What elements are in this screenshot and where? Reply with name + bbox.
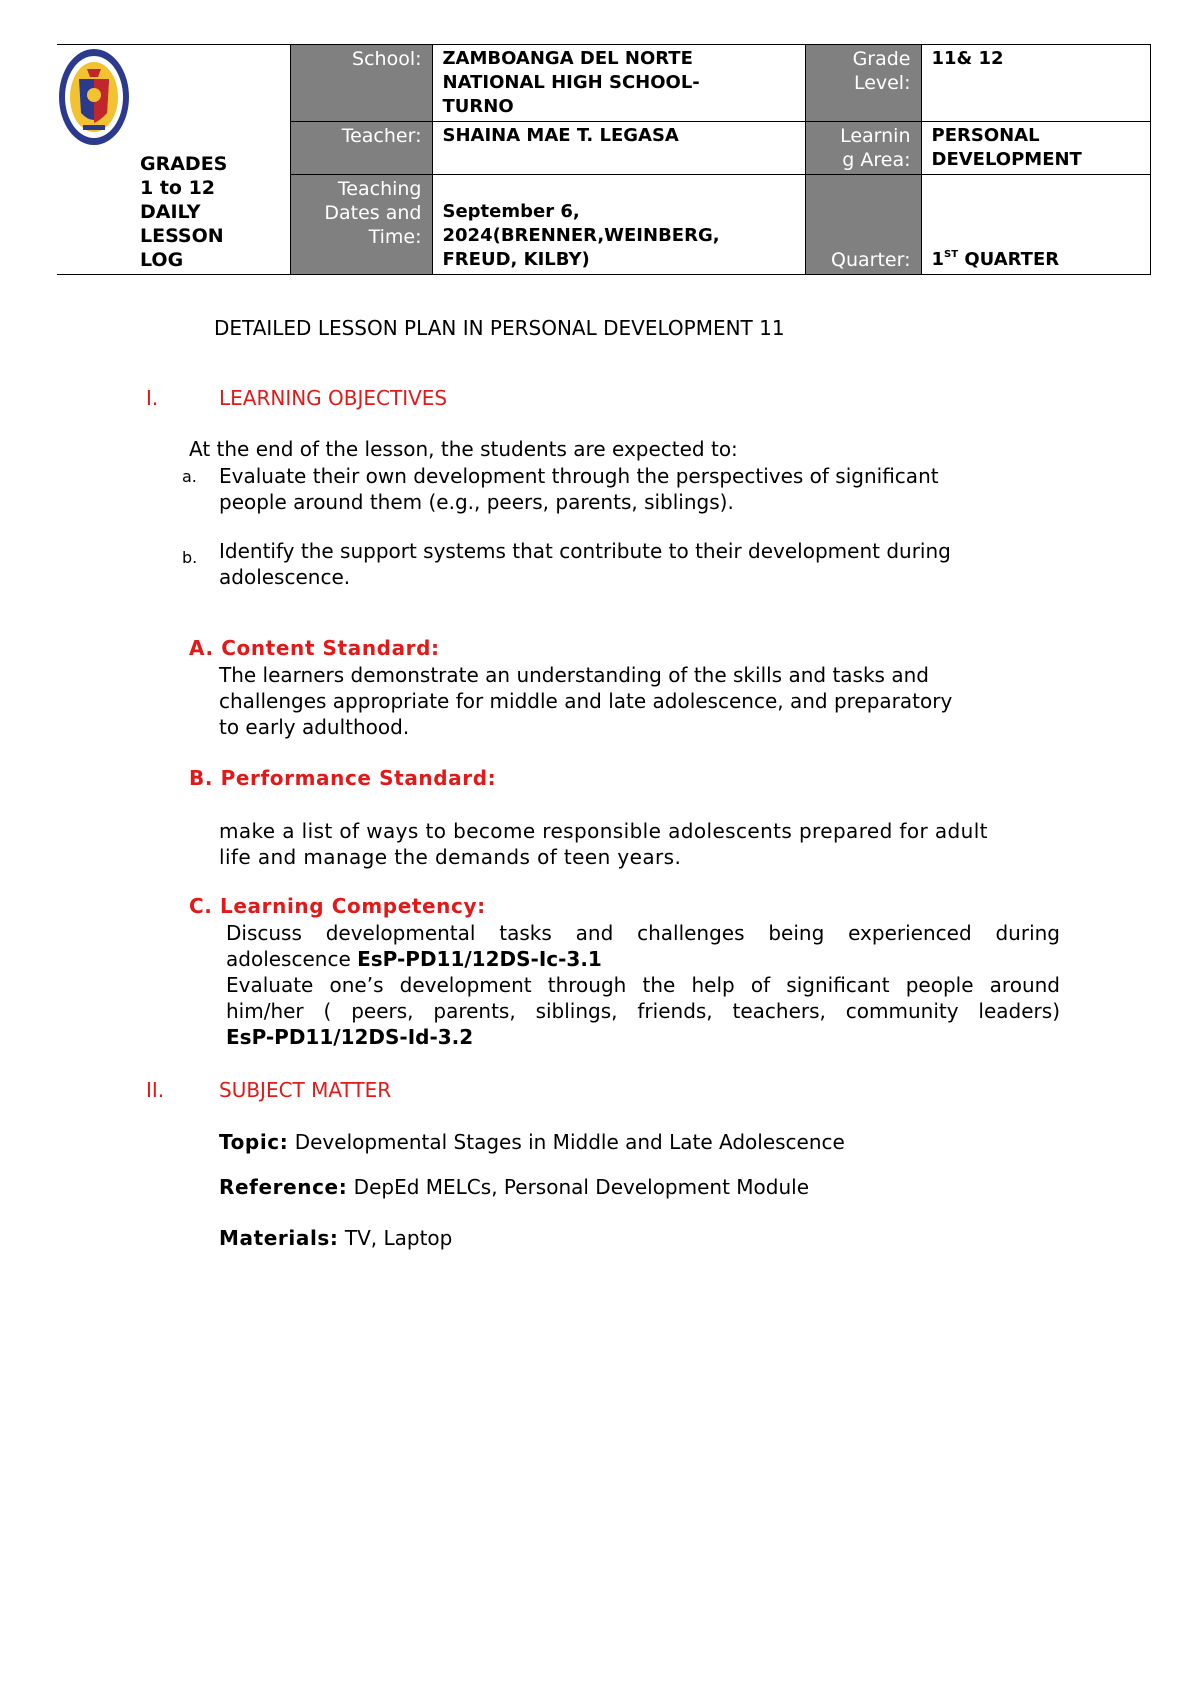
teacher-value: SHAINA MAE T. LEGASA — [432, 122, 805, 175]
objective-a-text: Evaluate their own development through the perspectives of significant people around them (e.g., peers, parents, siblings). — [219, 464, 939, 514]
performance-standard-heading: B. Performance Standard: — [189, 766, 497, 790]
section-2-number: II. — [146, 1078, 165, 1102]
reference-line: Reference: DepEd MELCs, Personal Development Module — [219, 1175, 810, 1199]
objective-a-marker: a. — [182, 467, 197, 486]
learning-area-label: Learnin g Area: — [805, 122, 921, 175]
school-label: School: — [290, 45, 432, 122]
materials-line: Materials: TV, Laptop — [219, 1226, 453, 1250]
performance-standard-text: make a list of ways to become responsible adolescents prepared for adult life and manage the demands of teen years. — [219, 819, 988, 869]
topic-line: Topic: Developmental Stages in Middle and Late Adolescence — [219, 1130, 845, 1154]
header-table — [57, 44, 1151, 275]
grades-label: GRADES 1 to 12 DAILY LESSON LOG — [140, 153, 228, 271]
school-value: ZAMBOANGA DEL NORTE NATIONAL HIGH SCHOOL- TURNO — [432, 45, 805, 122]
quarter-label: Quarter: — [805, 175, 921, 275]
deped-seal-icon — [57, 47, 131, 151]
quarter-value: 1ST QUARTER — [921, 175, 1150, 275]
content-standard-text: The learners demonstrate an understanding of the skills and tasks and challenges appropriate for middle and late adolescence, and preparatory to early adulthood. — [219, 663, 953, 739]
teacher-label: Teacher: — [290, 122, 432, 175]
learning-area-value: PERSONAL DEVELOPMENT — [921, 122, 1150, 175]
teaching-dates-value: September 6, 2024(BRENNER,WEINBERG, FREUD, KILBY) — [432, 175, 805, 275]
section-2-title: SUBJECT MATTER — [219, 1078, 392, 1102]
grade-level-value: 11& 12 — [921, 45, 1150, 122]
grade-level-label: Grade Level: — [805, 45, 921, 122]
teaching-dates-label: Teaching Dates and Time: — [290, 175, 432, 275]
logo-cell — [57, 45, 290, 275]
learning-competency-heading: C. Learning Competency: — [189, 894, 486, 918]
objective-b-marker: b. — [182, 548, 198, 567]
objective-b-text: Identify the support systems that contribute to their development during adolescence. — [219, 539, 951, 589]
document-title: DETAILED LESSON PLAN IN PERSONAL DEVELOPMENT 11 — [214, 316, 785, 340]
objectives-intro: At the end of the lesson, the students are expected to: — [189, 437, 738, 461]
content-standard-heading: A. Content Standard: — [189, 636, 440, 660]
section-1-number: I. — [146, 386, 159, 410]
learning-competency-text: Discuss developmental tasks and challenges being experienced during adolescence EsP-PD11/12DS-Ic-3.1 Evaluate one’s development through the help of significant people around him/her ( peers, parents, siblings, friends, teachers, community leaders) EsP-PD11/12DS-Id-3.2 — [226, 921, 1060, 1049]
section-1-title: LEARNING OBJECTIVES — [219, 386, 448, 410]
